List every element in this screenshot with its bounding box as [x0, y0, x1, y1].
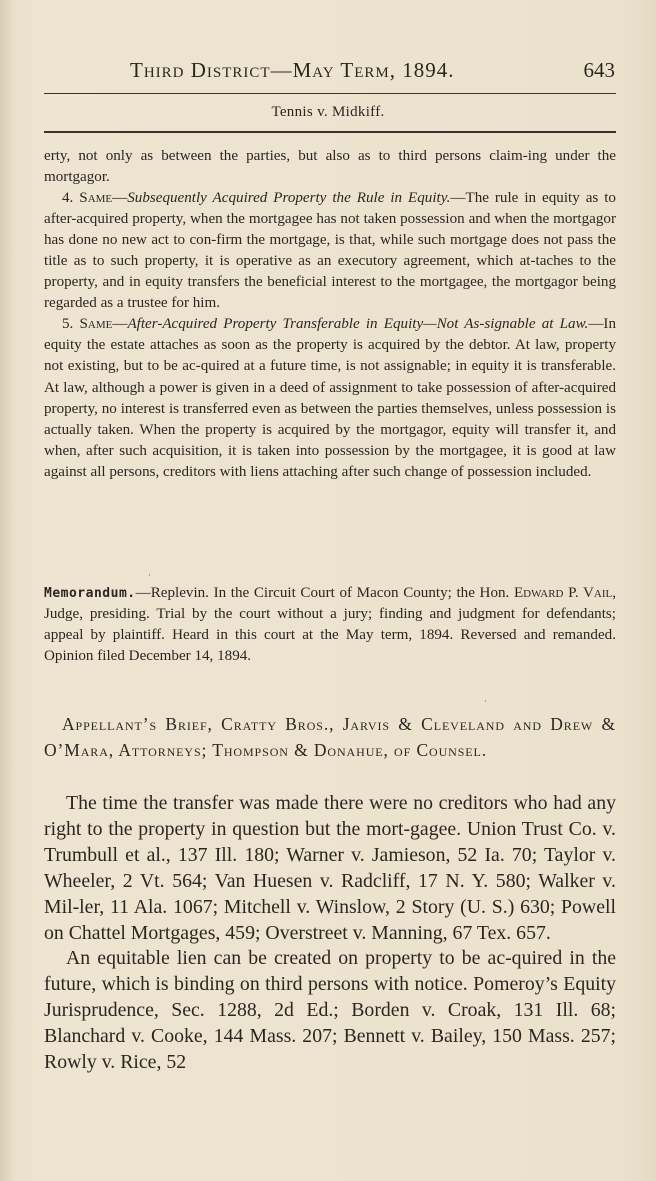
running-head [130, 58, 615, 88]
memorandum-text-b: , Judge, presiding. Trial by the court without a jury; finding and judgment for defendants; appeal by plaintiff. Heard in this court at the May term, 1894. Reversed and remanded. Opinion filed December 14, 1894. [44, 585, 617, 665]
header-rule [44, 93, 616, 94]
memorandum-paragraph [44, 583, 616, 667]
syllabus [44, 146, 616, 483]
item-heading: Subsequently Acquired Property the Rule in Equity. [127, 190, 451, 207]
item-heading: After-Acquired Property Transferable in Equity—Not As-signable at Law. [127, 316, 589, 333]
ink-speck: · [484, 696, 487, 706]
brief-heading-text: Appellant’s Brief, Cratty Bros., Jarvis & Cleveland and Drew & O’Mara, Attorneys; Thompson & Donahue, of Counsel. [44, 714, 616, 760]
memorandum-text-a: —Replevin. In the Circuit Court of Macon County; the Hon. [135, 585, 514, 601]
item-number: 4. [62, 190, 74, 207]
judge-name: Edward P. Vail [513, 585, 613, 601]
memorandum [44, 583, 616, 667]
syllabus-item-4 [44, 188, 616, 314]
page-number: 643 [583, 58, 615, 82]
brief-heading [44, 711, 616, 763]
item-label: Same— [79, 316, 128, 333]
item-number: 5. [62, 316, 74, 333]
case-title: Tennis v. Midkiff. [271, 104, 385, 120]
item-text: —In equity the estate attaches as soon as the property is acquired by the debtor. At law, property not existing, but to be ac-quired at a future time, is not assignable; in equity it is transferable. At law, although a power is given in a deed of assignment to take possession of after-acquired property, no interest is transferred even as between the parties themselves, unless possession is actually taken. When the property is acquired by the mortgagor, equity will transfer it, and when, after such acquisition, it is taken into possession by the mortgagee, it is good at law against all persons, creditors with liens attaching after such change of possession included. [44, 316, 616, 480]
brief-paragraph-1: The time the transfer was made there were no creditors who had any right to the property in question but the mort-gagee. Union Trust Co. v. Trumbull et al., 137 Ill. 180; Warner v. Jamieson, 52 Ia. 70; Taylor v. Wheeler, 2 Vt. 564; Van Huesen v. Radcliff, 17 N. Y. 580; Walker v. Mil-ler, 11 Ala. 1067; Mitchell v. Winslow, 2 Story (U. S.) 630; Powell on Chattel Mortgages, 459; Overstreet v. Manning, 67 Tex. 657. [44, 792, 616, 944]
running-head-title: Third District—May Term, 1894. [130, 58, 455, 82]
item-label: Same— [79, 190, 128, 207]
brief-body [44, 791, 616, 1076]
brief-paragraph-2: An equitable lien can be created on property to be ac-quired in the future, which is binding on third persons with notice. Pomeroy’s Equity Jurisprudence, Sec. 1288, 2d Ed.; Borden v. Croak, 131 Ill. 68; Blanchard v. Cooke, 144 Mass. 207; Bennett v. Bailey, 150 Mass. 257; Rowly v. Rice, 52 [44, 947, 616, 1074]
memorandum-lead: Memorandum. [44, 586, 136, 601]
case-title-rule [44, 131, 616, 133]
ink-speck: · [148, 570, 151, 580]
syllabus-continuation: erty, not only as between the parties, but also as to third persons claim-ing under the mortgagor. [44, 148, 616, 186]
syllabus-item-5 [44, 314, 616, 482]
item-text: —The rule in equity as to after-acquired property, when the mortgagee has not taken possession and when the mortgagor has done no new act to con-firm the mortgage, is that, while such mortgage does not pass the title as to such property, it is operative as an executory agreement, which at-taches to the property, and in equity transfers the beneficial interest to the mortgagee, the mortgagor being regarded as a trustee for him. [44, 190, 616, 312]
